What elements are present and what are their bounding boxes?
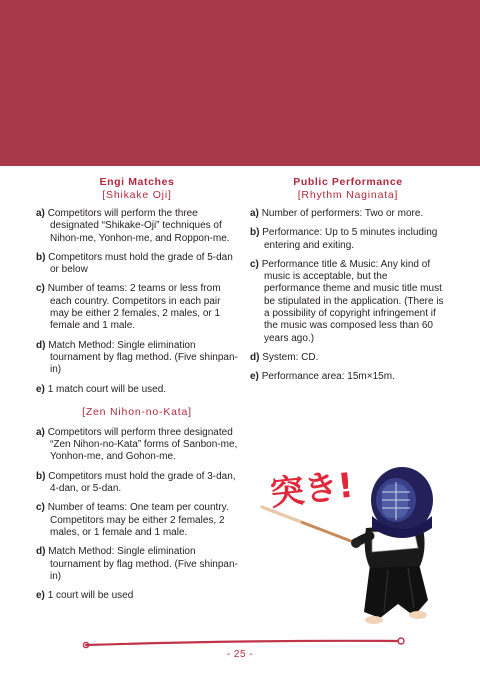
item-text: Competitors must hold the grade of 3-dan, 4-dan, or 5-dan. — [48, 470, 236, 495]
item-text: Number of teams: One team per country. Competitors may be either 2 females, 2 males, or 1 female and 1 male. — [47, 502, 229, 538]
item-text: Performance: Up to 5 minutes including entering and exiting. — [262, 227, 438, 251]
item-label: a) — [250, 208, 259, 219]
item-text: 1 match court will be used. — [47, 383, 167, 395]
item-label: e) — [250, 371, 259, 383]
item-text: Match Method: Single elimination tournament by flag method. (Five shinpan-in) — [48, 339, 238, 376]
item-text: Competitors will perform three designated “Zen Nihon-no-Kata” forms of Sanbon-me, Yonhon-me, and Gohon-me. — [47, 426, 238, 463]
item-text: Match Method: Single elimination tournament by flag method. (Five shinpan-in) — [48, 546, 238, 582]
hakama — [364, 560, 428, 618]
footer-divider — [86, 641, 398, 645]
item-label: e) — [36, 590, 45, 602]
section-subheading-shikake-oji: [Shikake Oji] — [102, 189, 172, 201]
item-label: d) — [36, 546, 46, 558]
section-heading-public-performance: Public Performance — [293, 176, 403, 188]
item-label: b) — [250, 227, 260, 239]
item-label: c) — [36, 283, 45, 295]
section-heading-engi-matches: Engi Matches — [99, 176, 175, 188]
item-text: Number of teams: 2 teams or less from each country. Competitors in each pair may be either 2 females, 2 males, or 1 female and 1 male. — [47, 283, 221, 332]
item-label: b) — [36, 470, 46, 482]
item-label: d) — [36, 339, 46, 351]
item-text: Performance area: 15m×15m. — [261, 371, 395, 383]
item-text: 1 court will be used — [47, 590, 134, 602]
item-label: c) — [36, 502, 45, 514]
item-text: Competitors will perform the three designated “Shikake-Oji” techniques of Nihon-me, Yonhon-me, and Roppon-me. — [47, 208, 230, 244]
page-number: - 25 - — [226, 649, 254, 660]
item-label: a) — [36, 208, 45, 219]
item-label: d) — [250, 351, 260, 363]
item-text: Number of performers: Two or more. — [261, 208, 424, 219]
item-text: Performance title & Music: Any kind of music is acceptable, but the performance theme and music title must be stipulated in the application. (There is a possibility of copyright infringement if the music was composed less than 60 years ago.) — [261, 258, 444, 344]
item-label: c) — [250, 258, 259, 270]
item-text: Competitors must hold the grade of 5-dan or below — [48, 251, 233, 276]
item-label: b) — [36, 251, 46, 263]
item-label: e) — [36, 383, 45, 395]
item-text: System: CD. — [262, 351, 319, 363]
item-label: a) — [36, 426, 45, 438]
section-subheading-rhythm-naginata: [Rhythm Naginata] — [297, 189, 399, 201]
tsuki-calligraphy: 突き! — [268, 465, 356, 515]
section-subheading-zen-nihon-no-kata: [Zen Nihon-no-Kata] — [82, 405, 192, 418]
